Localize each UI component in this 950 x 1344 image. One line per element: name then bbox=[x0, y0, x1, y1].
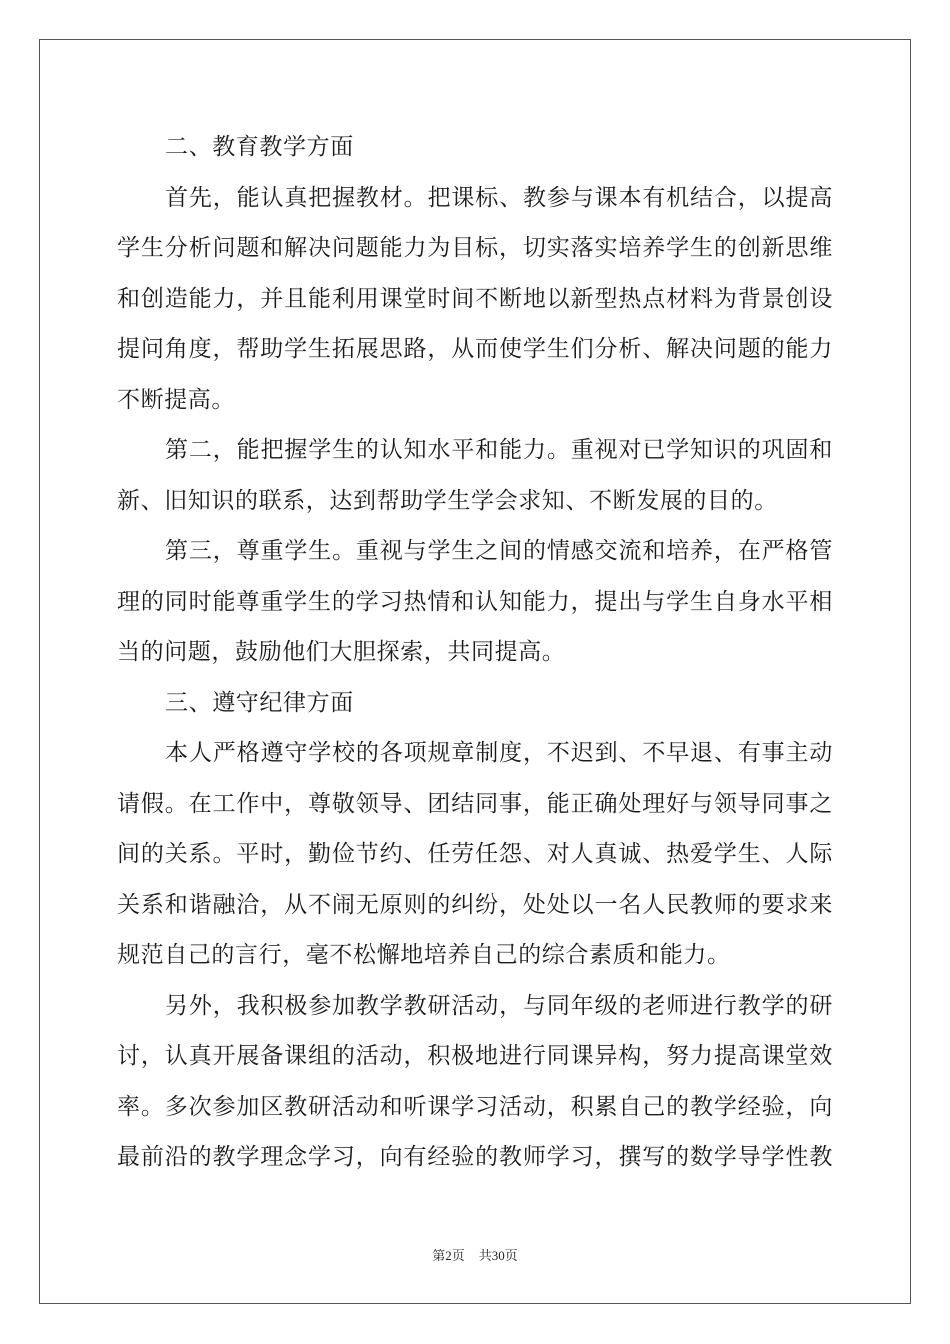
text-line: 规范自己的言行，毫不松懈地培养自己的综合素质和能力。 bbox=[117, 942, 731, 968]
text-line: 首先，能认真把握教材。把课标、教参与课本有机结合，以提高 bbox=[165, 184, 833, 211]
text-line: 率。多次参加区教研活动和听课学习活动，积累自己的教学经验，向 bbox=[117, 1093, 833, 1120]
text-line: 不断提高。 bbox=[117, 386, 235, 413]
text-line: 提问角度，帮助学生拓展思路，从而使学生们分析、解决问题的能力 bbox=[117, 336, 833, 362]
document-body bbox=[117, 122, 833, 1183]
text-line: 理的同时能尊重学生的学习热情和认知能力，提出与学生自身水平相 bbox=[117, 588, 833, 615]
text-line: 本人严格遵守学校的各项规章制度，不迟到、不早退、有事主动 bbox=[165, 740, 833, 766]
text-line: 二、教育教学方面 bbox=[165, 134, 354, 160]
text-line: 学生分析问题和解决问题能力为目标，切实落实培养学生的创新思维 bbox=[117, 235, 833, 261]
text-line: 和创造能力，并且能利用课堂时间不断地以新型热点材料为背景创设 bbox=[117, 285, 833, 312]
text-line: 第三，尊重学生。重视与学生之间的情感交流和培养，在严格管 bbox=[165, 538, 833, 564]
page-number: 第2页 bbox=[432, 1248, 465, 1263]
text-line: 第二，能把握学生的认知水平和能力。重视对已学知识的巩固和 bbox=[165, 437, 833, 463]
total-pages: 共30页 bbox=[478, 1248, 518, 1263]
text-line: 讨，认真开展备课组的活动，积极地进行同课异构，努力提高课堂效 bbox=[117, 1043, 833, 1069]
text-line: 另外，我积极参加教学教研活动，与同年级的老师进行教学的研 bbox=[165, 992, 833, 1019]
text-line: 关系和谐融洽，从不闹无原则的纠纷，处处以一名人民教师的要求来 bbox=[117, 891, 833, 918]
text-line: 间的关系。平时，勤俭节约、任劳任怨、对人真诚、热爱学生、人际 bbox=[117, 841, 833, 867]
text-line: 最前沿的教学理念学习，向有经验的教师学习，撰写的数学导学性教 bbox=[117, 1144, 833, 1170]
page-footer bbox=[0, 1245, 950, 1264]
text-line: 新、旧知识的联系，达到帮助学生学会求知、不断发展的目的。 bbox=[117, 487, 778, 514]
text-line: 请假。在工作中，尊敬领导、团结同事，能正确处理好与领导同事之 bbox=[117, 790, 833, 817]
text-line: 三、遵守纪律方面 bbox=[165, 689, 354, 716]
text-line: 当的问题，鼓励他们大胆探索，共同提高。 bbox=[117, 639, 566, 665]
